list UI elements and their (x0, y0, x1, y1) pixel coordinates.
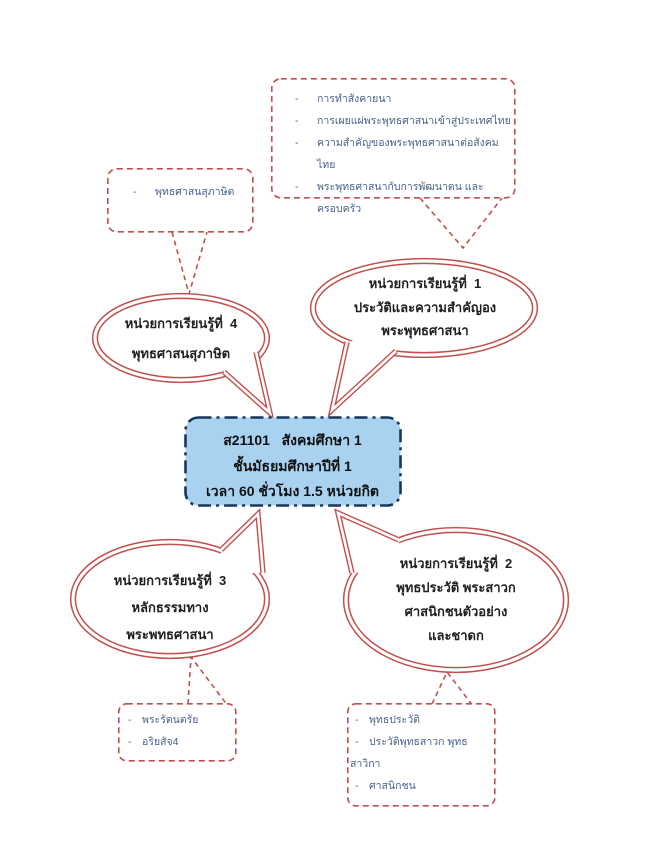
note-top-right (271, 78, 515, 215)
unit1-title: หน่วยการเรียนรู้ที่ 1 (368, 276, 482, 291)
bullet-dash: - (128, 736, 132, 748)
note-item-wrap: สาวิกา (350, 758, 381, 770)
course-code-title: ส21101 สังคมศึกษา 1 (223, 432, 362, 448)
unit4-title: หน่วยการเรียนรู้ที่ 4 (124, 316, 238, 331)
note-item: การทำสังคายนา (317, 93, 392, 105)
note-bottom-left (118, 703, 236, 760)
bullet-dash: - (295, 93, 299, 105)
connector-top-left-note (172, 232, 207, 294)
note-item: พระรัตนตรัย (142, 714, 199, 726)
unit2-title: หน่วยการเรียนรู้ที่ 2 (399, 556, 513, 571)
note-item: การเผยแผ่พระพุทธศาสนาเข้าสู่ประเทศไทย (317, 115, 511, 127)
note-item: พุทธประวัติ (369, 714, 420, 726)
note-item: พระพุทธศาสนากับการพัฒนาตน และ (317, 181, 484, 193)
bullet-dash: - (128, 714, 132, 726)
unit1-subtitle-1: ประวัติและความสำคัญอง (353, 299, 497, 315)
bullet-dash: - (133, 186, 137, 198)
bullet-dash: - (295, 115, 299, 127)
course-grade: ชั้นมัธยมศึกษาปีที่ 1 (233, 457, 352, 474)
connector-bottom-left-note (188, 657, 228, 706)
note-item-wrap: ครอบครัว (317, 203, 362, 215)
note-item: ประวัติพุทธสาวก พุทธ (369, 736, 468, 748)
unit3-subtitle-1: หลักธรรมทาง (131, 600, 209, 615)
unit2-subtitle-1: พุทธประวัติ พระสาวก (396, 580, 516, 595)
unit3-subtitle-2: พระพทธศาสนา (126, 627, 214, 642)
course-hours-credit: เวลา 60 ชั่วโมง 1.5 หน่วยกิต (205, 483, 380, 499)
bubble-unit2 (350, 552, 562, 648)
note-item: อริยสัจ4 (142, 736, 179, 748)
connector-bottom-right-note (432, 672, 473, 706)
bullet-dash: - (295, 181, 299, 193)
note-item: ความสำคัญของพระพุทธศาสนาต่อสังคมไทย (317, 137, 499, 171)
note-item: ศาสนิกชน (369, 780, 416, 792)
unit2-subtitle-3: และชาดก (428, 628, 484, 643)
bubble-unit3 (73, 567, 267, 648)
note-item: พุทธศาสนสุภาษิต (155, 186, 235, 198)
note-top-left (107, 168, 252, 231)
center-node (185, 417, 400, 505)
unit1-subtitle-2: พระพุทธศาสนา (381, 323, 469, 338)
bubble-unit4 (96, 309, 266, 369)
note-bottom-right (347, 703, 495, 805)
bullet-dash: - (355, 736, 359, 748)
unit3-title: หน่วยการเรียนรู้ที่ 3 (113, 573, 227, 588)
unit4-subtitle-1: พุทธศาสนสุภาษิต (131, 346, 231, 361)
bullet-dash: - (355, 780, 359, 792)
bubble-unit1 (314, 272, 536, 343)
unit2-subtitle-2: ศาสนิกชนตัวอย่าง (404, 604, 508, 619)
bullet-dash: - (295, 137, 299, 149)
bullet-dash: - (355, 714, 359, 726)
